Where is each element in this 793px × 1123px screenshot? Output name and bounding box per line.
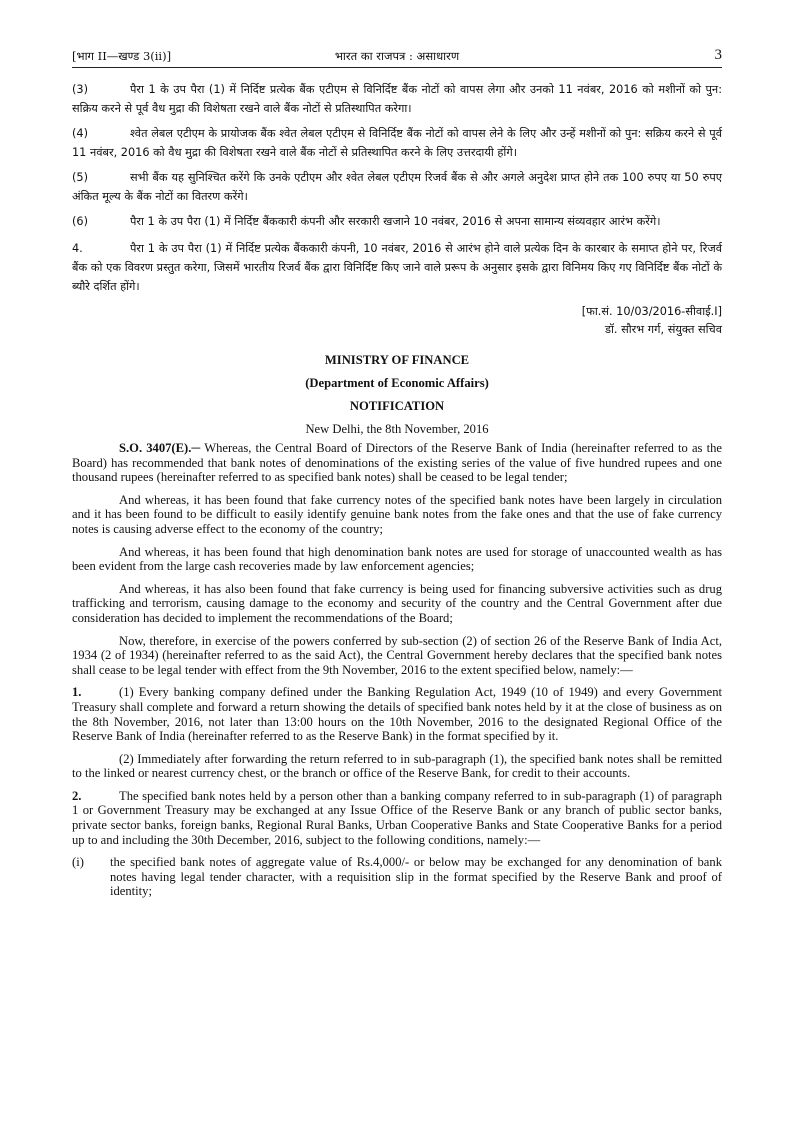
- clause-text: सभी बैंक यह सुनिश्चित करेंगे कि उनके एटीएम और श्वेत लेबल एटीएम रिजर्व बैंक से और अगले अनुदेश प्राप्त होने तक 100 रुपए या 50 रुपए अंकित मूल्य के बैंक नोटों का वितरण करेंगे।: [72, 171, 722, 203]
- clause-number: (5): [72, 171, 89, 184]
- clause-number: (6): [72, 215, 89, 228]
- hindi-clause-5: [72, 168, 722, 206]
- place-and-date: New Delhi, the 8th November, 2016: [305, 422, 489, 436]
- section-number: 1.: [72, 685, 82, 700]
- signatory: डॉ. सौरभ गर्ग, संयुक्त सचिव: [604, 323, 722, 336]
- header-part-label: [भाग II—खण्ड 3(ii)]: [72, 49, 172, 63]
- clause-text: पैरा 1 के उप पैरा (1) में निर्दिष्ट बैंककारी कंपनी और सरकारी खजाने 10 नवंबर, 2016 से अपना सामान्य संव्यवहार आरंभ करेंगे।: [130, 215, 661, 228]
- preamble-paragraph-2: And whereas, it has been found that fake currency notes of the specified bank notes have been largely in circulation and it has been found to be difficult to easily identify genuine bank notes from the fake ones and that the use of fake currency notes is causing adverse effect to the economy of the country;: [72, 492, 722, 536]
- page-header: [72, 47, 722, 68]
- hindi-clause-6: [72, 212, 722, 231]
- section-number: 2.: [72, 788, 82, 803]
- section-text: पैरा 1 के उप पैरा (1) में निर्दिष्ट प्रत्येक बैंककारी कंपनी, 10 नवंबर, 2016 से आरंभ होने वाले प्रत्येक दिन के कारबार के समाप्त होने पर, रिजर्व बैंक को एक विवरण प्रस्तुत करेगा, जिसमें भारतीय रिजर्व बैंक द्वारा विनिर्दिष्ट किए जाने वाले प्ररूप के अनुसार इसके द्वारा विनिमय किए गए विनिर्दिष्ट बैंक नोटों के ब्यौरे दर्शित होंगे।: [72, 242, 722, 293]
- section-number: 4.: [72, 242, 83, 255]
- ministry-title: MINISTRY OF FINANCE: [324, 353, 470, 367]
- clause-number: (3): [72, 83, 89, 96]
- section-1: [72, 685, 722, 743]
- hindi-clause-4: [72, 124, 722, 162]
- clause-number: (4): [72, 127, 89, 140]
- section-2: [72, 789, 722, 847]
- section-1-subparagraph-2: (2) Immediately after forwarding the return referred to in sub-paragraph (1), the specified bank notes shall be remitted to the linked or nearest currency chest, or the branch or office of the Reserve Bank, for credit to their accounts.: [72, 751, 722, 781]
- condition-number: (i): [72, 855, 84, 870]
- preamble-paragraph-4: And whereas, it has also been found that fake currency is being used for financing subversive activities such as drug trafficking and terrorism, causing damage to the economy and security of the country and the Central Government after due consideration has decided to implement the recommendations of the Board;: [72, 581, 722, 625]
- hindi-section-4: [72, 239, 722, 296]
- header-gazette-title: भारत का राजपत्र : असाधारण: [334, 49, 460, 63]
- paragraph-text: Whereas, the Central Board of Directors of the Reserve Bank of India (hereinafter referred to as the Board) has recommended that bank notes of denominations of the existing series of the value of five hundred rupees and one thousand rupees (hereinafter referred to as specified bank notes) shall be ceased to be legal tender;: [72, 441, 722, 485]
- page-number: 3: [714, 47, 722, 63]
- section-text: (1) Every banking company defined under the Banking Regulation Act, 1949 (10 of 1949) and every Government Treasury shall complete and forward a return showing the details of specified bank notes held by it at the close of business as on the 8th November, 2016, not later than 13:00 hours on the 10th November, 2016 to the designated Regional Office of the Reserve Bank of India (hereinafter referred to as the Reserve Bank) in the format specified by it.: [72, 685, 722, 744]
- file-number: [फा.सं. 10/03/2016-सीवाई.I]: [581, 305, 722, 318]
- operative-paragraph: Now, therefore, in exercise of the powers conferred by sub-section (2) of section 26 of the Reserve Bank of India Act, 1934 (2 of 1934) (hereinafter referred to as the said Act), the Central Government hereby declares that the specified bank notes shall cease to be legal tender with effect from the 9th November, 2016 to the extent specified below, namely:—: [72, 633, 722, 677]
- gazette-page: [72, 47, 722, 899]
- department-title: (Department of Economic Affairs): [305, 376, 489, 390]
- clause-text: पैरा 1 के उप पैरा (1) में निर्दिष्ट प्रत्येक बैंक एटीएम से विनिर्दिष्ट बैंक नोटों को वापस लेगा और उनको 11 नवंबर, 2016 को मशीनों को पुन: सक्रिय करने से पूर्व वैध मुद्रा की विशेषता रखने वाले बैंक नोटों से प्रतिस्थापित करेगा।: [72, 83, 722, 115]
- hindi-clause-3: [72, 80, 722, 118]
- so-number: S.O. 3407(E).─: [119, 441, 201, 455]
- notification-title: NOTIFICATION: [349, 399, 445, 413]
- preamble-paragraph-3: And whereas, it has been found that high denomination bank notes are used for storage of unaccounted wealth as has been evident from the large cash recoveries made by law enforcement agencies;: [72, 544, 722, 574]
- clause-text: श्वेत लेबल एटीएम के प्रायोजक बैंक श्वेत लेबल एटीएम से विनिर्दिष्ट बैंक नोटों को वापस लेने के लिए और उन्हें मशीनों को पुन: सक्रिय करने से पूर्व 11 नवंबर, 2016 को वैध मुद्रा की विशेषता रखने वाले बैंक नोटों से प्रतिस्थापित करने के लिए उत्तरदायी होंगे।: [72, 127, 722, 159]
- section-text: The specified bank notes held by a person other than a banking company referred to in sub-paragraph (1) of paragraph 1 or Government Treasury may be exchanged at any Issue Office of the Reserve Bank or any branch of public sector banks, private sector banks, foreign banks, Regional Rural Banks, Urban Cooperative Banks and State Cooperative Banks for a period up to and including the 30th December, 2016, subject to the following conditions, namely:—: [72, 788, 722, 847]
- condition-text: the specified bank notes of aggregate value of Rs.4,000/- or below may be exchanged for any denomination of bank notes having legal tender character, with a requisition slip in the format specified by the Reserve Bank and proof of identity;: [110, 855, 722, 899]
- preamble-paragraph-1: [72, 441, 722, 485]
- condition-i: [72, 855, 722, 899]
